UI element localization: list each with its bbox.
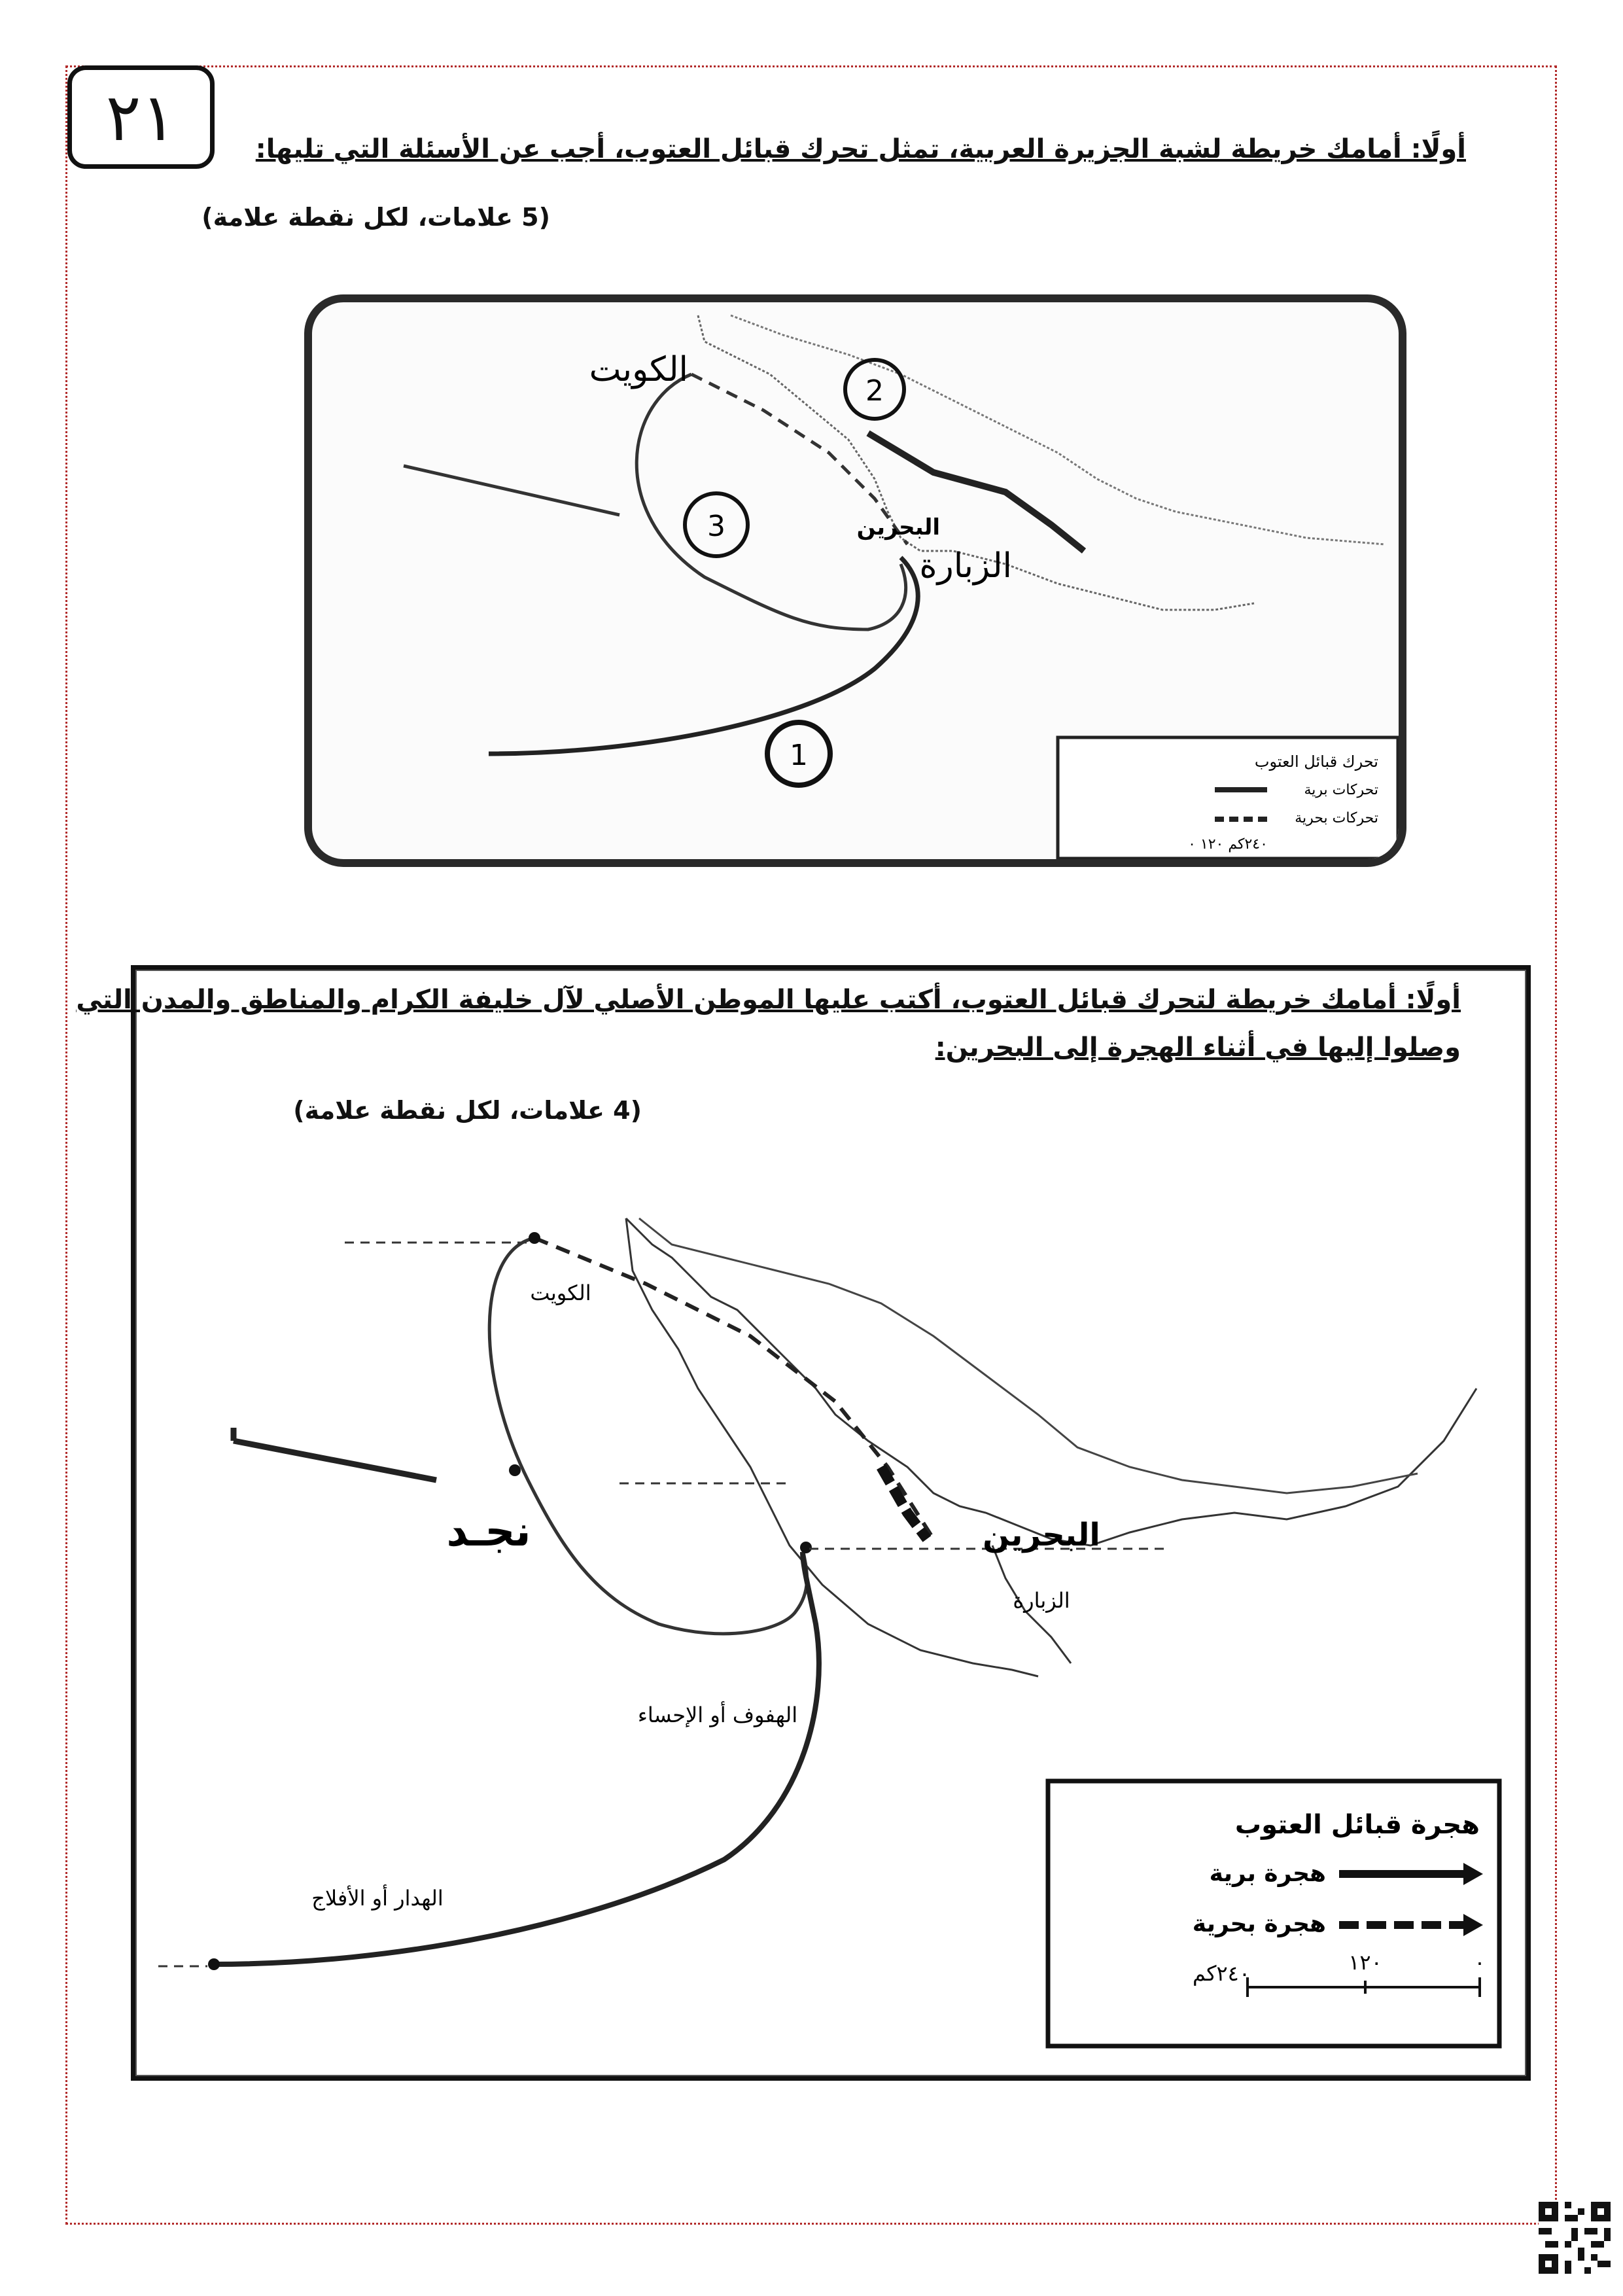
q2-point-haddar bbox=[208, 1958, 220, 1970]
q2-instruction-line1: أولًا: أمامك خريطة لتحرك قبائل العتوب، أكتب عليها الموطن الأصلي لآل خليفة الكرام والمناطق والمدن التي bbox=[76, 985, 1461, 1015]
q1-label-kuwait: الكويت bbox=[589, 350, 688, 389]
q1-north-coast bbox=[731, 315, 1385, 544]
q2-land-route-south bbox=[214, 1552, 819, 1964]
q1-legend-sea: تحركات بحرية bbox=[1295, 810, 1378, 826]
q2-sea-route-thick bbox=[881, 1467, 927, 1539]
qr-code-icon bbox=[1539, 2202, 1611, 2274]
q2-label-najd: نجـد bbox=[446, 1508, 531, 1556]
q2-point-zubarah bbox=[800, 1542, 812, 1553]
q1-legend-land: تحركات برية bbox=[1304, 782, 1378, 798]
q2-label-bahrain: البحرين bbox=[983, 1517, 1100, 1553]
q2-label-zubarah: الزبارة bbox=[1013, 1588, 1070, 1613]
q2-label-hofuf: الهفوف أو الإحساء bbox=[637, 1703, 798, 1727]
q1-land-route-loop bbox=[637, 374, 905, 629]
q1-map bbox=[304, 294, 1406, 867]
q2-legend-land: هجرة برية bbox=[1209, 1860, 1326, 1887]
q2-instruction-line2: وصلوا إليها في أثناء الهجرة إلى البحرين: bbox=[935, 1033, 1461, 1063]
q2-legend-scale-0: ٠ bbox=[1474, 1950, 1486, 1975]
q2-gulf-south-coast bbox=[626, 1218, 1476, 1545]
q1-marks: (5 علامات، لكل نقطة علامة) bbox=[201, 203, 550, 232]
q1-legend-scale: ٢٤٠كم ١٢٠ ٠ bbox=[1188, 836, 1268, 853]
q1-legend-title: تحرك قبائل العتوب bbox=[1254, 752, 1378, 771]
q2-legend-title: هجرة قبائل العتوب bbox=[1234, 1810, 1480, 1840]
q1-circle-2-number: 2 bbox=[865, 374, 884, 408]
q2-iran-coast bbox=[639, 1218, 1418, 1493]
q2-marks: (4 علامات، لكل نقطة علامة) bbox=[293, 1096, 642, 1125]
q2-label-kuwait: الكويت bbox=[530, 1280, 591, 1305]
page-number: ٢١ bbox=[67, 65, 215, 169]
q2-sea-route bbox=[534, 1238, 934, 1539]
q2-legend-sea: هجرة بحرية bbox=[1192, 1911, 1326, 1937]
q1-label-zubarah: الزبارة bbox=[919, 546, 1012, 586]
q2-point-hofuf bbox=[509, 1464, 521, 1476]
q2-label-haddar: الهدار أو الأفلاج bbox=[311, 1886, 444, 1911]
q1-land-route-south bbox=[489, 557, 918, 754]
q2-point-kuwait bbox=[529, 1232, 540, 1244]
q2-legend-scale-120: ١٢٠ bbox=[1348, 1950, 1382, 1975]
q1-map-drawing bbox=[312, 302, 1399, 859]
q1-circle-3-number: 3 bbox=[707, 510, 725, 543]
q1-label-bahrain: البحرين bbox=[856, 514, 940, 540]
q2-map bbox=[135, 970, 1526, 2076]
q2-legend-scale-240: ٢٤٠كم bbox=[1192, 1961, 1251, 1986]
q1-instruction: أولًا: أمامك خريطة لشبة الجزيرة العربية، تمثل تحرك قبائل العتوب، أجب عن الأسئلة التي تليها: bbox=[255, 134, 1466, 164]
q1-circle-1-number: 1 bbox=[790, 739, 808, 772]
q2-arabia-coast bbox=[626, 1218, 1038, 1676]
q2-najd-arrow bbox=[234, 1441, 436, 1480]
q1-najd-arrow bbox=[404, 466, 620, 515]
